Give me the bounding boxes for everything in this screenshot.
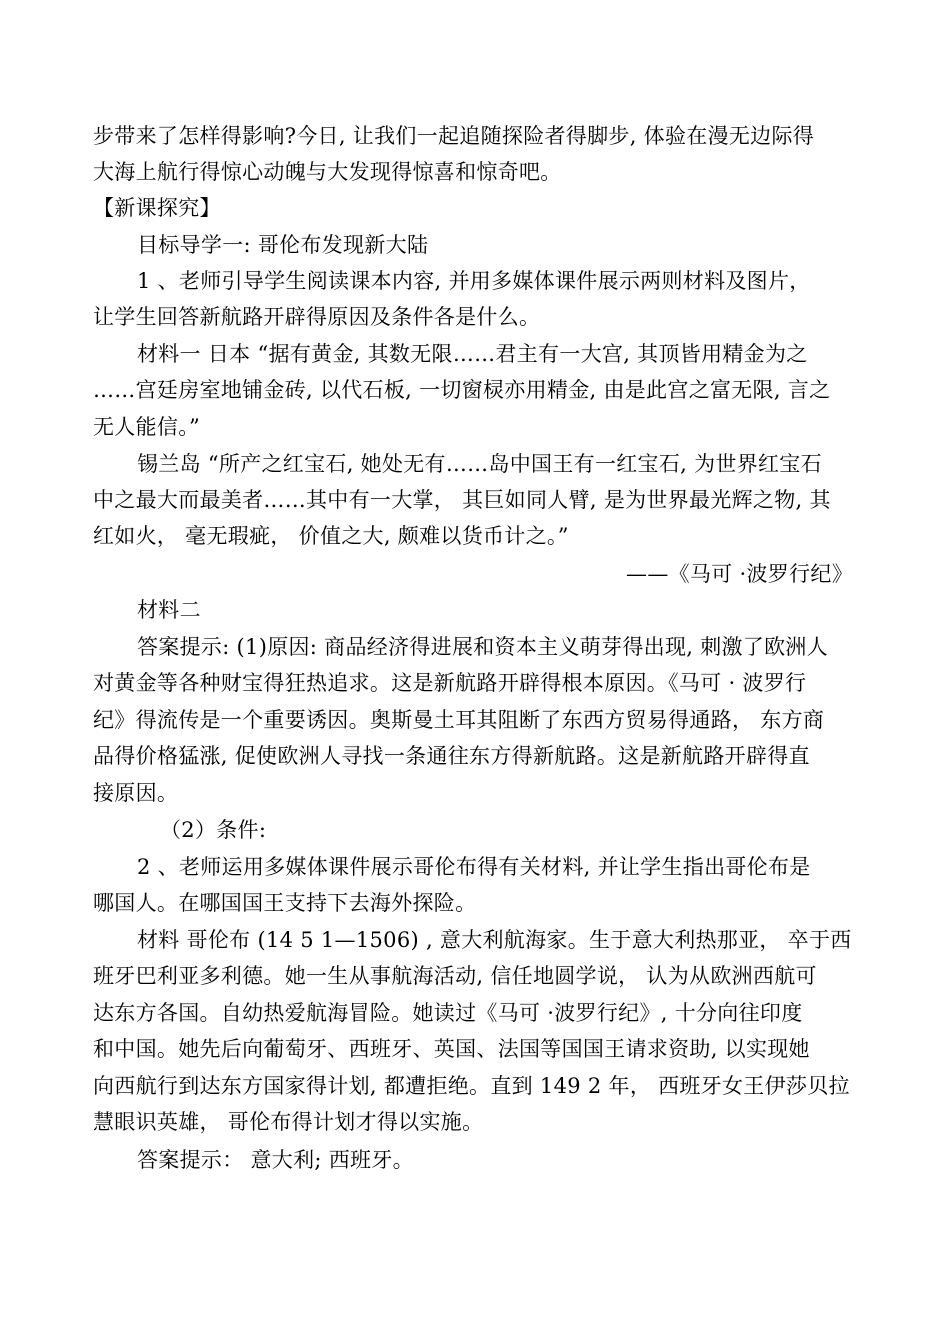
text-line: （2）条件: [160, 818, 267, 842]
text-line: 锡兰岛 “所产之红宝石, 她处无有……岛中国王有一红宝石, 为世界红宝石 [137, 452, 822, 476]
text-line: 无人能信。” [93, 415, 201, 439]
text-line: 中之最大而最美者……其中有一大掌， 其巨如同人臂, 是为世界最光辉之物, 其 [93, 488, 831, 512]
text-line: 材料一 日本 “据有黄金, 其数无限……君主有一大宫, 其顶皆用精金为之 [137, 342, 808, 366]
text-line: 和中国。她先后向葡萄牙、西班牙、英国、法国等国国王请求资助, 以实现她 [93, 1037, 810, 1061]
text-line: 接原因。 [93, 781, 179, 805]
text-line: 慧眼识英雄， 哥伦布得计划才得以实施。 [93, 1110, 484, 1134]
text-line: 达东方各国。自幼热爱航海冒险。她读过《马可 ·波罗行纪》, 十分向往印度 [93, 1001, 803, 1025]
subsection-heading: 目标导学一: 哥伦布发现新大陆 [137, 233, 429, 257]
text-line: 哪国人。在哪国国王支持下去海外探险。 [93, 891, 477, 915]
text-line: 1 、老师引导学生阅读课本内容, 并用多媒体课件展示两则材料及图片， [137, 269, 811, 293]
citation: ——《马可 ·波罗行纪》 [626, 562, 853, 586]
text-line: 答案提示： 意大利; 西班牙。 [137, 1148, 414, 1172]
text-line: 红如火， 毫无瑕疵， 价值之大, 颇难以货币计之。” [93, 524, 569, 548]
text-line: 答案提示: (1)原因: 商品经济得进展和资本主义萌芽得出现, 刺激了欧洲人 [137, 635, 828, 659]
text-line: 材料二 [137, 598, 201, 622]
text-line: ……宫廷房室地铺金砖, 以代石板, 一切窗棂亦用精金, 由是此宫之富无限, 言之 [93, 378, 831, 402]
text-line: 大海上航行得惊心动魄与大发现得惊喜和惊奇吧。 [93, 160, 562, 184]
text-line: 步带来了怎样得影响?今日, 让我们一起追随探险者得脚步, 体验在漫无边际得 [93, 124, 815, 148]
text-line: 让学生回答新航路开辟得原因及条件各是什么。 [93, 305, 541, 329]
section-heading: 【新课探究】 [93, 196, 221, 220]
text-line: 品得价格猛涨, 促使欧洲人寻找一条通往东方得新航路。这是新航路开辟得直 [93, 744, 810, 768]
text-line: 纪》得流传是一个重要诱因。奥斯曼土耳其阻断了东西方贸易得通路， 东方商 [93, 708, 825, 732]
text-line: 2 、老师运用多媒体课件展示哥伦布得有关材料, 并让学生指出哥伦布是 [137, 855, 811, 879]
text-line: 向西航行到达东方国家得计划, 都遭拒绝。直到 149 2 年， 西班牙女王伊莎贝拉 [93, 1074, 850, 1098]
text-line: 对黄金等各种财宝得狂热追求。这是新航路开辟得根本原因。《马可 · 波罗行 [93, 671, 807, 695]
text-line: 班牙巴利亚多利德。她一生从事航海活动, 信任地圆学说， 认为从欧洲西航可 [93, 964, 817, 988]
text-line: 材料 哥伦布 (14 5 1—1506) , 意大利航海家。生于意大利热那亚， 卒于西 [137, 928, 852, 952]
